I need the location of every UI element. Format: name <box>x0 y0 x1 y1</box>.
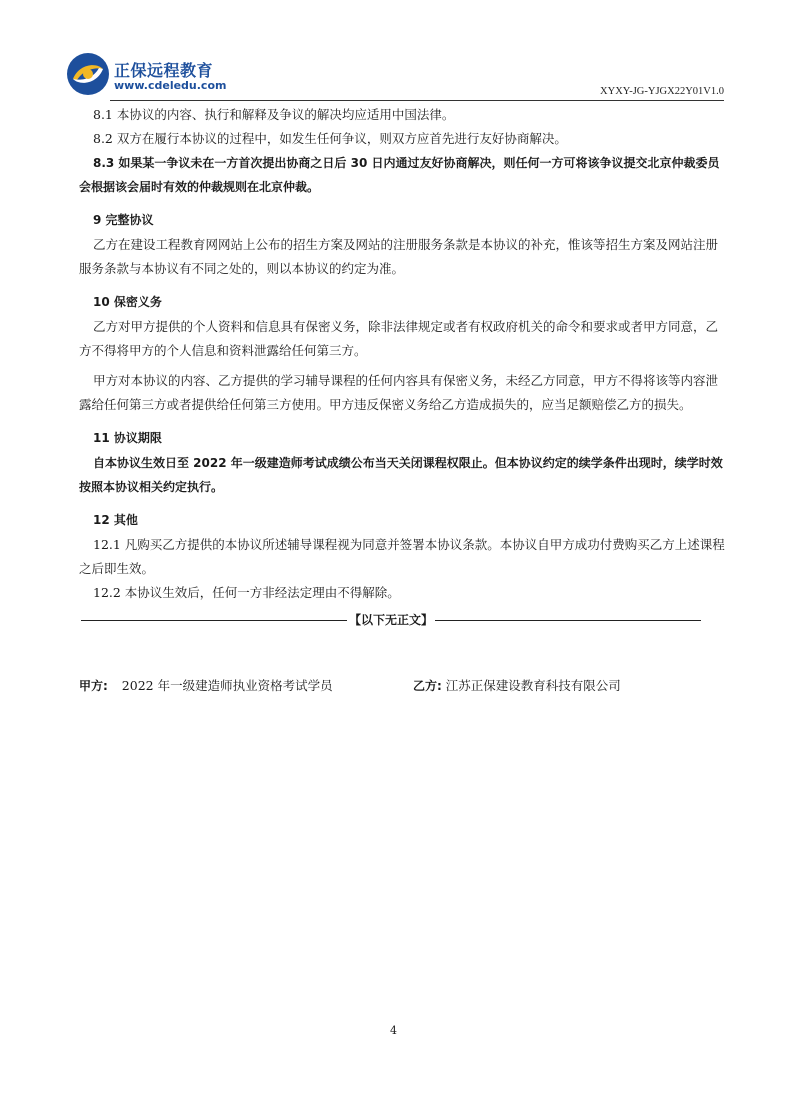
clause-8-1: 8.1 本协议的内容、执行和解释及争议的解决均应适用中国法律。 <box>93 107 455 122</box>
clause-8-3: 8.3 如果某一争议未在一方首次提出协商之日后 30 日内通过友好协商解决，则任何一方可将该争议提交北京仲裁委员会根据该会届时有效的仲裁规则在北京仲裁。 <box>79 156 720 194</box>
company-logo <box>66 52 110 96</box>
party-b-label: 乙方: <box>413 679 442 693</box>
section-10-title: 10 保密义务 <box>93 295 162 309</box>
document-code: XYXY-JG-YJGX22Y01V1.0 <box>600 86 724 97</box>
brand-url: www.cdeledu.com <box>114 79 227 92</box>
section-9-title: 9 完整协议 <box>93 213 154 227</box>
signature-parties <box>79 674 725 698</box>
section-9-paragraph: 乙方在建设工程教育网网站上公布的招生方案及网站的注册服务条款是本协议的补充，惟该等招生方案及网站注册服务条款与本协议有不同之处的，则以本协议的约定为准。 <box>79 237 719 276</box>
party-a <box>79 674 333 698</box>
header-divider <box>110 100 724 101</box>
clause-8-2: 8.2 双方在履行本协议的过程中，如发生任何争议，则双方应首先进行友好协商解决。 <box>93 131 567 146</box>
clause-12-1: 12.1 凡购买乙方提供的本协议所述辅导课程视为同意并签署本协议条款。本协议自甲方成功付费购买乙方上述课程之后即生效。 <box>79 537 725 576</box>
party-a-label: 甲方: <box>79 679 108 693</box>
clause-12-2: 12.2 本协议生效后，任何一方非经法定理由不得解除。 <box>93 585 400 600</box>
party-a-value: 2022 年一级建造师执业资格考试学员 <box>121 678 333 693</box>
end-of-text-mark: 【以下无正文】 <box>349 613 434 627</box>
page-header <box>66 52 724 102</box>
brand-name: 正保远程教育 <box>114 61 214 80</box>
end-of-text-line <box>79 609 725 631</box>
party-b <box>413 674 621 698</box>
section-10-paragraph-1: 乙方对甲方提供的个人资料和信息具有保密义务，除非法律规定或者有权政府机关的命令和要求或者甲方同意，乙方不得将甲方的个人信息和资料泄露给任何第三方。 <box>79 319 719 358</box>
divider-left <box>81 620 347 621</box>
section-11-paragraph: 自本协议生效日至 2022 年一级建造师考试成绩公布当天关闭课程权限止。但本协议约定的续学条件出现时，续学时效按照本协议相关约定执行。 <box>79 456 723 494</box>
agreement-body <box>79 103 725 631</box>
section-11-title: 11 协议期限 <box>93 431 162 445</box>
section-12-title: 12 其他 <box>93 513 138 527</box>
page-number: 4 <box>390 1024 397 1037</box>
section-10-paragraph-2: 甲方对本协议的内容、乙方提供的学习辅导课程的任何内容具有保密义务，未经乙方同意，甲方不得将该等内容泄露给任何第三方或者提供给任何第三方使用。甲方违反保密义务给乙方造成损失的，应当足额赔偿乙方的损失。 <box>79 373 719 412</box>
party-b-value: 江苏正保建设教育科技有限公司 <box>445 678 621 693</box>
divider-right <box>435 620 701 621</box>
